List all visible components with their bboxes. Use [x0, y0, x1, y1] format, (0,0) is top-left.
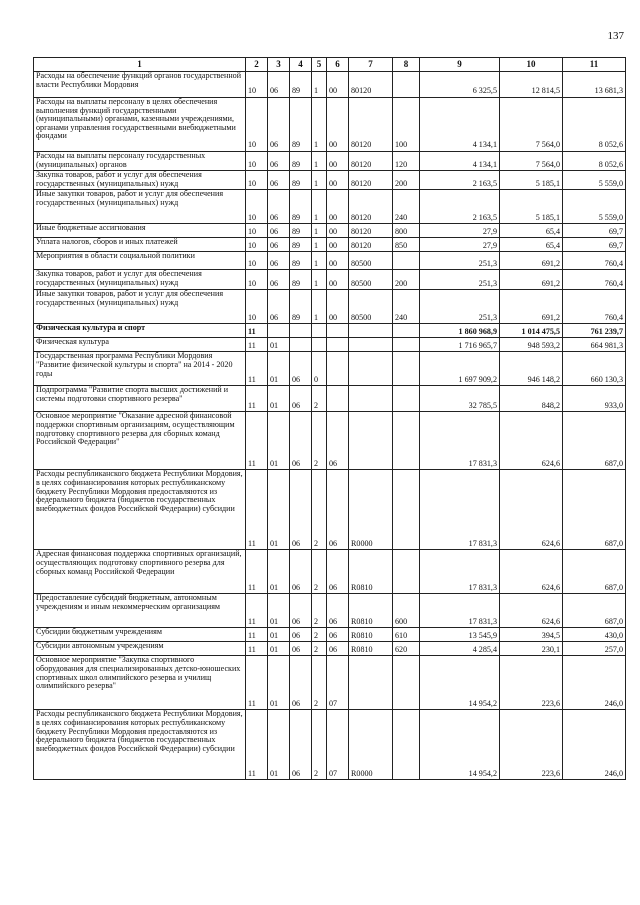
event-code-cell: 00 [327, 252, 349, 270]
amount-col11-cell: 760,4 [563, 290, 626, 324]
amount-col10-cell: 624,6 [500, 412, 563, 470]
amount-col11-cell: 430,0 [563, 628, 626, 642]
table-row [34, 470, 626, 550]
subprogram-code-cell: 2 [312, 470, 327, 550]
subprogram-code-cell: 0 [312, 352, 327, 386]
header-cell: 1 [34, 58, 246, 72]
expense-type-cell: 120 [393, 152, 420, 171]
target-code-cell: R0000 [349, 470, 393, 550]
program-code-cell [290, 324, 312, 338]
header-cell: 10 [500, 58, 563, 72]
row-name-cell: Государственная программа Республики Мордовия "Развитие физической культуры и спорта" на 2014 - 2020 годы [34, 352, 246, 386]
header-cell: 9 [420, 58, 500, 72]
amount-col11-cell: 687,0 [563, 550, 626, 594]
program-code-cell: 89 [290, 238, 312, 252]
subprogram-code-cell: 2 [312, 550, 327, 594]
amount-col11-cell: 5 559,0 [563, 171, 626, 190]
amount-col9-cell: 13 545,9 [420, 628, 500, 642]
program-code-cell: 89 [290, 252, 312, 270]
event-code-cell: 00 [327, 98, 349, 152]
header-cell: 3 [268, 58, 290, 72]
subprogram-code-cell: 2 [312, 628, 327, 642]
amount-col9-cell: 17 831,3 [420, 550, 500, 594]
table-header-row [34, 58, 626, 72]
amount-col9-cell: 14 954,2 [420, 656, 500, 710]
subprogram-code-cell: 1 [312, 190, 327, 224]
expense-type-cell [393, 324, 420, 338]
target-code-cell: 80500 [349, 290, 393, 324]
table-row [34, 238, 626, 252]
amount-col10-cell: 691,2 [500, 252, 563, 270]
section-code-cell: 10 [246, 238, 268, 252]
amount-col11-cell: 8 052,6 [563, 98, 626, 152]
table-row [34, 224, 626, 238]
subprogram-code-cell: 1 [312, 290, 327, 324]
amount-col9-cell: 2 163,5 [420, 190, 500, 224]
row-name-cell: Расходы на обеспечение функций органов государственной власти Республики Мордовия [34, 72, 246, 98]
row-name-cell: Уплата налогов, сборов и иных платежей [34, 238, 246, 252]
event-code-cell: 07 [327, 656, 349, 710]
amount-col10-cell: 223,6 [500, 710, 563, 780]
expense-type-cell [393, 710, 420, 780]
expense-type-cell [393, 352, 420, 386]
subsection-code-cell: 01 [268, 550, 290, 594]
row-name-cell: Физическая культура и спорт [34, 324, 246, 338]
amount-col11-cell: 69,7 [563, 224, 626, 238]
program-code-cell: 06 [290, 352, 312, 386]
row-name-cell: Расходы на выплаты персоналу в целях обеспечения выполнения функций государственными (муниципальными) органами, казенными учреждениями, органами управления государственными внебюджетными фондами [34, 98, 246, 152]
table-row [34, 386, 626, 412]
section-code-cell: 11 [246, 412, 268, 470]
amount-col9-cell: 251,3 [420, 252, 500, 270]
amount-col9-cell: 27,9 [420, 238, 500, 252]
amount-col10-cell: 1 014 475,5 [500, 324, 563, 338]
target-code-cell: R0810 [349, 550, 393, 594]
subprogram-code-cell: 2 [312, 412, 327, 470]
subsection-code-cell: 01 [268, 412, 290, 470]
program-code-cell: 06 [290, 470, 312, 550]
section-code-cell: 11 [246, 324, 268, 338]
expense-type-cell [393, 386, 420, 412]
table-row [34, 338, 626, 352]
program-code-cell: 06 [290, 386, 312, 412]
event-code-cell: 00 [327, 238, 349, 252]
section-code-cell: 10 [246, 252, 268, 270]
amount-col9-cell: 17 831,3 [420, 594, 500, 628]
subprogram-code-cell: 2 [312, 594, 327, 628]
subsection-code-cell: 06 [268, 252, 290, 270]
amount-col10-cell: 7 564,0 [500, 152, 563, 171]
expense-type-cell: 200 [393, 270, 420, 290]
header-cell: 4 [290, 58, 312, 72]
event-code-cell: 00 [327, 224, 349, 238]
expense-type-cell: 100 [393, 98, 420, 152]
program-code-cell: 06 [290, 550, 312, 594]
table-row [34, 270, 626, 290]
target-code-cell: R0810 [349, 642, 393, 656]
header-cell: 2 [246, 58, 268, 72]
amount-col9-cell: 14 954,2 [420, 710, 500, 780]
table-row [34, 98, 626, 152]
subsection-code-cell: 06 [268, 98, 290, 152]
expense-type-cell: 610 [393, 628, 420, 642]
row-name-cell: Основное мероприятие "Оказание адресной финансовой поддержки спортивным организациям, осуществляющим подготовку спортивного резерва для сборных команд Российской Федерации" [34, 412, 246, 470]
amount-col10-cell: 7 564,0 [500, 98, 563, 152]
amount-col10-cell: 948 593,2 [500, 338, 563, 352]
amount-col9-cell: 32 785,5 [420, 386, 500, 412]
table-row [34, 550, 626, 594]
amount-col11-cell: 687,0 [563, 412, 626, 470]
subprogram-code-cell: 1 [312, 171, 327, 190]
subprogram-code-cell: 1 [312, 152, 327, 171]
amount-col9-cell: 1 860 968,9 [420, 324, 500, 338]
amount-col11-cell: 760,4 [563, 252, 626, 270]
subprogram-code-cell: 1 [312, 224, 327, 238]
program-code-cell: 89 [290, 152, 312, 171]
event-code-cell: 00 [327, 270, 349, 290]
event-code-cell: 06 [327, 642, 349, 656]
target-code-cell: 80500 [349, 270, 393, 290]
table-row [34, 594, 626, 628]
event-code-cell: 00 [327, 171, 349, 190]
row-name-cell: Мероприятия в области социальной политики [34, 252, 246, 270]
subsection-code-cell: 06 [268, 238, 290, 252]
event-code-cell: 06 [327, 594, 349, 628]
target-code-cell: 80120 [349, 238, 393, 252]
table-row [34, 642, 626, 656]
target-code-cell: 80500 [349, 252, 393, 270]
expense-type-cell [393, 470, 420, 550]
budget-table [33, 57, 626, 780]
event-code-cell: 06 [327, 550, 349, 594]
subsection-code-cell: 01 [268, 338, 290, 352]
header-cell: 8 [393, 58, 420, 72]
row-name-cell: Расходы на выплаты персоналу государственных (муниципальных) органов [34, 152, 246, 171]
expense-type-cell: 850 [393, 238, 420, 252]
amount-col11-cell: 760,4 [563, 270, 626, 290]
amount-col11-cell: 69,7 [563, 238, 626, 252]
row-name-cell: Адресная финансовая поддержка спортивных организаций, осуществляющих подготовку спортивного резерва для сборных команд Российской Федерации [34, 550, 246, 594]
row-name-cell: Иные закупки товаров, работ и услуг для обеспечения государственных (муниципальных) нужд [34, 190, 246, 224]
header-cell: 5 [312, 58, 327, 72]
amount-col10-cell: 223,6 [500, 656, 563, 710]
subsection-code-cell: 01 [268, 628, 290, 642]
subprogram-code-cell: 2 [312, 710, 327, 780]
table-row [34, 324, 626, 338]
table-row [34, 190, 626, 224]
expense-type-cell: 240 [393, 190, 420, 224]
target-code-cell: R0810 [349, 628, 393, 642]
target-code-cell: 80120 [349, 98, 393, 152]
target-code-cell: 80120 [349, 152, 393, 171]
expense-type-cell [393, 338, 420, 352]
subsection-code-cell: 06 [268, 224, 290, 238]
amount-col11-cell: 13 681,3 [563, 72, 626, 98]
target-code-cell [349, 324, 393, 338]
amount-col9-cell: 27,9 [420, 224, 500, 238]
section-code-cell: 11 [246, 550, 268, 594]
amount-col10-cell: 394,5 [500, 628, 563, 642]
target-code-cell [349, 352, 393, 386]
subprogram-code-cell: 2 [312, 386, 327, 412]
section-code-cell: 10 [246, 72, 268, 98]
amount-col11-cell: 687,0 [563, 594, 626, 628]
row-name-cell: Расходы республиканского бюджета Республики Мордовия, в целях софинансирования которых республиканскому бюджету Республики Мордовия предоставляются из федерального бюджета (бюджетов государственных внебюджетных фондов Российской Федерации) субсидии [34, 470, 246, 550]
subsection-code-cell [268, 324, 290, 338]
row-name-cell: Закупка товаров, работ и услуг для обеспечения государственных (муниципальных) нужд [34, 171, 246, 190]
section-code-cell: 11 [246, 470, 268, 550]
event-code-cell [327, 324, 349, 338]
section-code-cell: 11 [246, 628, 268, 642]
section-code-cell: 11 [246, 338, 268, 352]
event-code-cell [327, 386, 349, 412]
target-code-cell [349, 656, 393, 710]
amount-col9-cell: 1 716 965,7 [420, 338, 500, 352]
subsection-code-cell: 06 [268, 72, 290, 98]
section-code-cell: 11 [246, 352, 268, 386]
target-code-cell [349, 338, 393, 352]
section-code-cell: 10 [246, 290, 268, 324]
program-code-cell [290, 338, 312, 352]
subsection-code-cell: 06 [268, 270, 290, 290]
row-name-cell: Субсидии бюджетным учреждениям [34, 628, 246, 642]
amount-col10-cell: 5 185,1 [500, 171, 563, 190]
subprogram-code-cell: 1 [312, 72, 327, 98]
target-code-cell: 80120 [349, 72, 393, 98]
subsection-code-cell: 01 [268, 656, 290, 710]
subprogram-code-cell: 1 [312, 238, 327, 252]
amount-col11-cell: 246,0 [563, 710, 626, 780]
section-code-cell: 11 [246, 642, 268, 656]
section-code-cell: 10 [246, 190, 268, 224]
program-code-cell: 89 [290, 98, 312, 152]
row-name-cell: Физическая культура [34, 338, 246, 352]
subsection-code-cell: 01 [268, 710, 290, 780]
section-code-cell: 11 [246, 386, 268, 412]
amount-col10-cell: 946 148,2 [500, 352, 563, 386]
expense-type-cell [393, 412, 420, 470]
amount-col9-cell: 251,3 [420, 290, 500, 324]
row-name-cell: Иные закупки товаров, работ и услуг для обеспечения государственных (муниципальных) нужд [34, 290, 246, 324]
subsection-code-cell: 01 [268, 470, 290, 550]
table-body [34, 58, 626, 780]
section-code-cell: 11 [246, 594, 268, 628]
subprogram-code-cell [312, 324, 327, 338]
row-name-cell: Подпрограмма "Развитие спорта высших достижений и системы подготовки спортивного резерва" [34, 386, 246, 412]
table-row [34, 628, 626, 642]
header-cell: 11 [563, 58, 626, 72]
header-cell: 7 [349, 58, 393, 72]
subsection-code-cell: 01 [268, 594, 290, 628]
amount-col10-cell: 12 814,5 [500, 72, 563, 98]
amount-col10-cell: 5 185,1 [500, 190, 563, 224]
amount-col11-cell: 5 559,0 [563, 190, 626, 224]
amount-col9-cell: 1 697 909,2 [420, 352, 500, 386]
expense-type-cell [393, 72, 420, 98]
section-code-cell: 10 [246, 224, 268, 238]
table-row [34, 290, 626, 324]
event-code-cell: 00 [327, 152, 349, 171]
target-code-cell [349, 386, 393, 412]
target-code-cell: 80120 [349, 224, 393, 238]
table-row [34, 152, 626, 171]
table-row [34, 656, 626, 710]
table-row [34, 252, 626, 270]
amount-col9-cell: 251,3 [420, 270, 500, 290]
table-row [34, 72, 626, 98]
expense-type-cell: 600 [393, 594, 420, 628]
subprogram-code-cell: 1 [312, 98, 327, 152]
row-name-cell: Иные бюджетные ассигнования [34, 224, 246, 238]
section-code-cell: 10 [246, 171, 268, 190]
amount-col11-cell: 257,0 [563, 642, 626, 656]
expense-type-cell: 240 [393, 290, 420, 324]
target-code-cell: R0810 [349, 594, 393, 628]
amount-col10-cell: 65,4 [500, 224, 563, 238]
program-code-cell: 06 [290, 642, 312, 656]
table-row [34, 710, 626, 780]
subsection-code-cell: 01 [268, 352, 290, 386]
amount-col10-cell: 691,2 [500, 290, 563, 324]
amount-col9-cell: 6 325,5 [420, 72, 500, 98]
expense-type-cell [393, 550, 420, 594]
program-code-cell: 06 [290, 656, 312, 710]
event-code-cell: 00 [327, 190, 349, 224]
amount-col10-cell: 65,4 [500, 238, 563, 252]
subsection-code-cell: 06 [268, 290, 290, 324]
amount-col9-cell: 17 831,3 [420, 412, 500, 470]
target-code-cell: 80120 [349, 190, 393, 224]
amount-col10-cell: 230,1 [500, 642, 563, 656]
amount-col10-cell: 624,6 [500, 470, 563, 550]
subprogram-code-cell: 2 [312, 642, 327, 656]
row-name-cell: Предоставление субсидий бюджетным, автономным учреждениям и иным некоммерческим организациям [34, 594, 246, 628]
subsection-code-cell: 01 [268, 386, 290, 412]
header-cell: 6 [327, 58, 349, 72]
section-code-cell: 10 [246, 270, 268, 290]
row-name-cell: Субсидии автономным учреждениям [34, 642, 246, 656]
program-code-cell: 06 [290, 710, 312, 780]
amount-col9-cell: 17 831,3 [420, 470, 500, 550]
row-name-cell: Расходы республиканского бюджета Республики Мордовия, в целях софинансирования которых республиканскому бюджету Республики Мордовия предоставляются из федерального бюджета (бюджетов государственных внебюджетных фондов Российской Федерации) субсидии [34, 710, 246, 780]
expense-type-cell [393, 656, 420, 710]
program-code-cell: 89 [290, 171, 312, 190]
amount-col11-cell: 933,0 [563, 386, 626, 412]
row-name-cell: Закупка товаров, работ и услуг для обеспечения государственных (муниципальных) нужд [34, 270, 246, 290]
row-name-cell: Основное мероприятие "Закупка спортивного оборудования для специализированных детско-юношеских спортивных школ олимпийского резерва и училищ олимпийского резерва" [34, 656, 246, 710]
subprogram-code-cell: 1 [312, 252, 327, 270]
subsection-code-cell: 06 [268, 152, 290, 171]
program-code-cell: 06 [290, 594, 312, 628]
section-code-cell: 10 [246, 152, 268, 171]
subprogram-code-cell [312, 338, 327, 352]
page-number: 137 [607, 30, 624, 42]
subsection-code-cell: 06 [268, 190, 290, 224]
subsection-code-cell: 06 [268, 171, 290, 190]
table-row [34, 352, 626, 386]
amount-col10-cell: 624,6 [500, 594, 563, 628]
subprogram-code-cell: 1 [312, 270, 327, 290]
subsection-code-cell: 01 [268, 642, 290, 656]
amount-col9-cell: 4 134,1 [420, 98, 500, 152]
target-code-cell: 80120 [349, 171, 393, 190]
section-code-cell: 10 [246, 98, 268, 152]
amount-col11-cell: 8 052,6 [563, 152, 626, 171]
expense-type-cell: 200 [393, 171, 420, 190]
target-code-cell: R0000 [349, 710, 393, 780]
program-code-cell: 89 [290, 190, 312, 224]
section-code-cell: 11 [246, 656, 268, 710]
program-code-cell: 89 [290, 290, 312, 324]
program-code-cell: 89 [290, 224, 312, 238]
expense-type-cell [393, 252, 420, 270]
amount-col9-cell: 4 285,4 [420, 642, 500, 656]
program-code-cell: 89 [290, 72, 312, 98]
section-code-cell: 11 [246, 710, 268, 780]
amount-col10-cell: 691,2 [500, 270, 563, 290]
subprogram-code-cell: 2 [312, 656, 327, 710]
event-code-cell: 06 [327, 470, 349, 550]
event-code-cell: 06 [327, 412, 349, 470]
expense-type-cell: 800 [393, 224, 420, 238]
target-code-cell [349, 412, 393, 470]
program-code-cell: 06 [290, 412, 312, 470]
event-code-cell: 00 [327, 290, 349, 324]
table-row [34, 412, 626, 470]
amount-col11-cell: 660 130,3 [563, 352, 626, 386]
event-code-cell [327, 338, 349, 352]
event-code-cell: 00 [327, 72, 349, 98]
amount-col11-cell: 246,0 [563, 656, 626, 710]
amount-col11-cell: 761 239,7 [563, 324, 626, 338]
amount-col9-cell: 2 163,5 [420, 171, 500, 190]
event-code-cell [327, 352, 349, 386]
event-code-cell: 07 [327, 710, 349, 780]
expense-type-cell: 620 [393, 642, 420, 656]
amount-col10-cell: 848,2 [500, 386, 563, 412]
amount-col11-cell: 664 981,3 [563, 338, 626, 352]
amount-col11-cell: 687,0 [563, 470, 626, 550]
program-code-cell: 06 [290, 628, 312, 642]
amount-col9-cell: 4 134,1 [420, 152, 500, 171]
event-code-cell: 06 [327, 628, 349, 642]
program-code-cell: 89 [290, 270, 312, 290]
amount-col10-cell: 624,6 [500, 550, 563, 594]
table-row [34, 171, 626, 190]
